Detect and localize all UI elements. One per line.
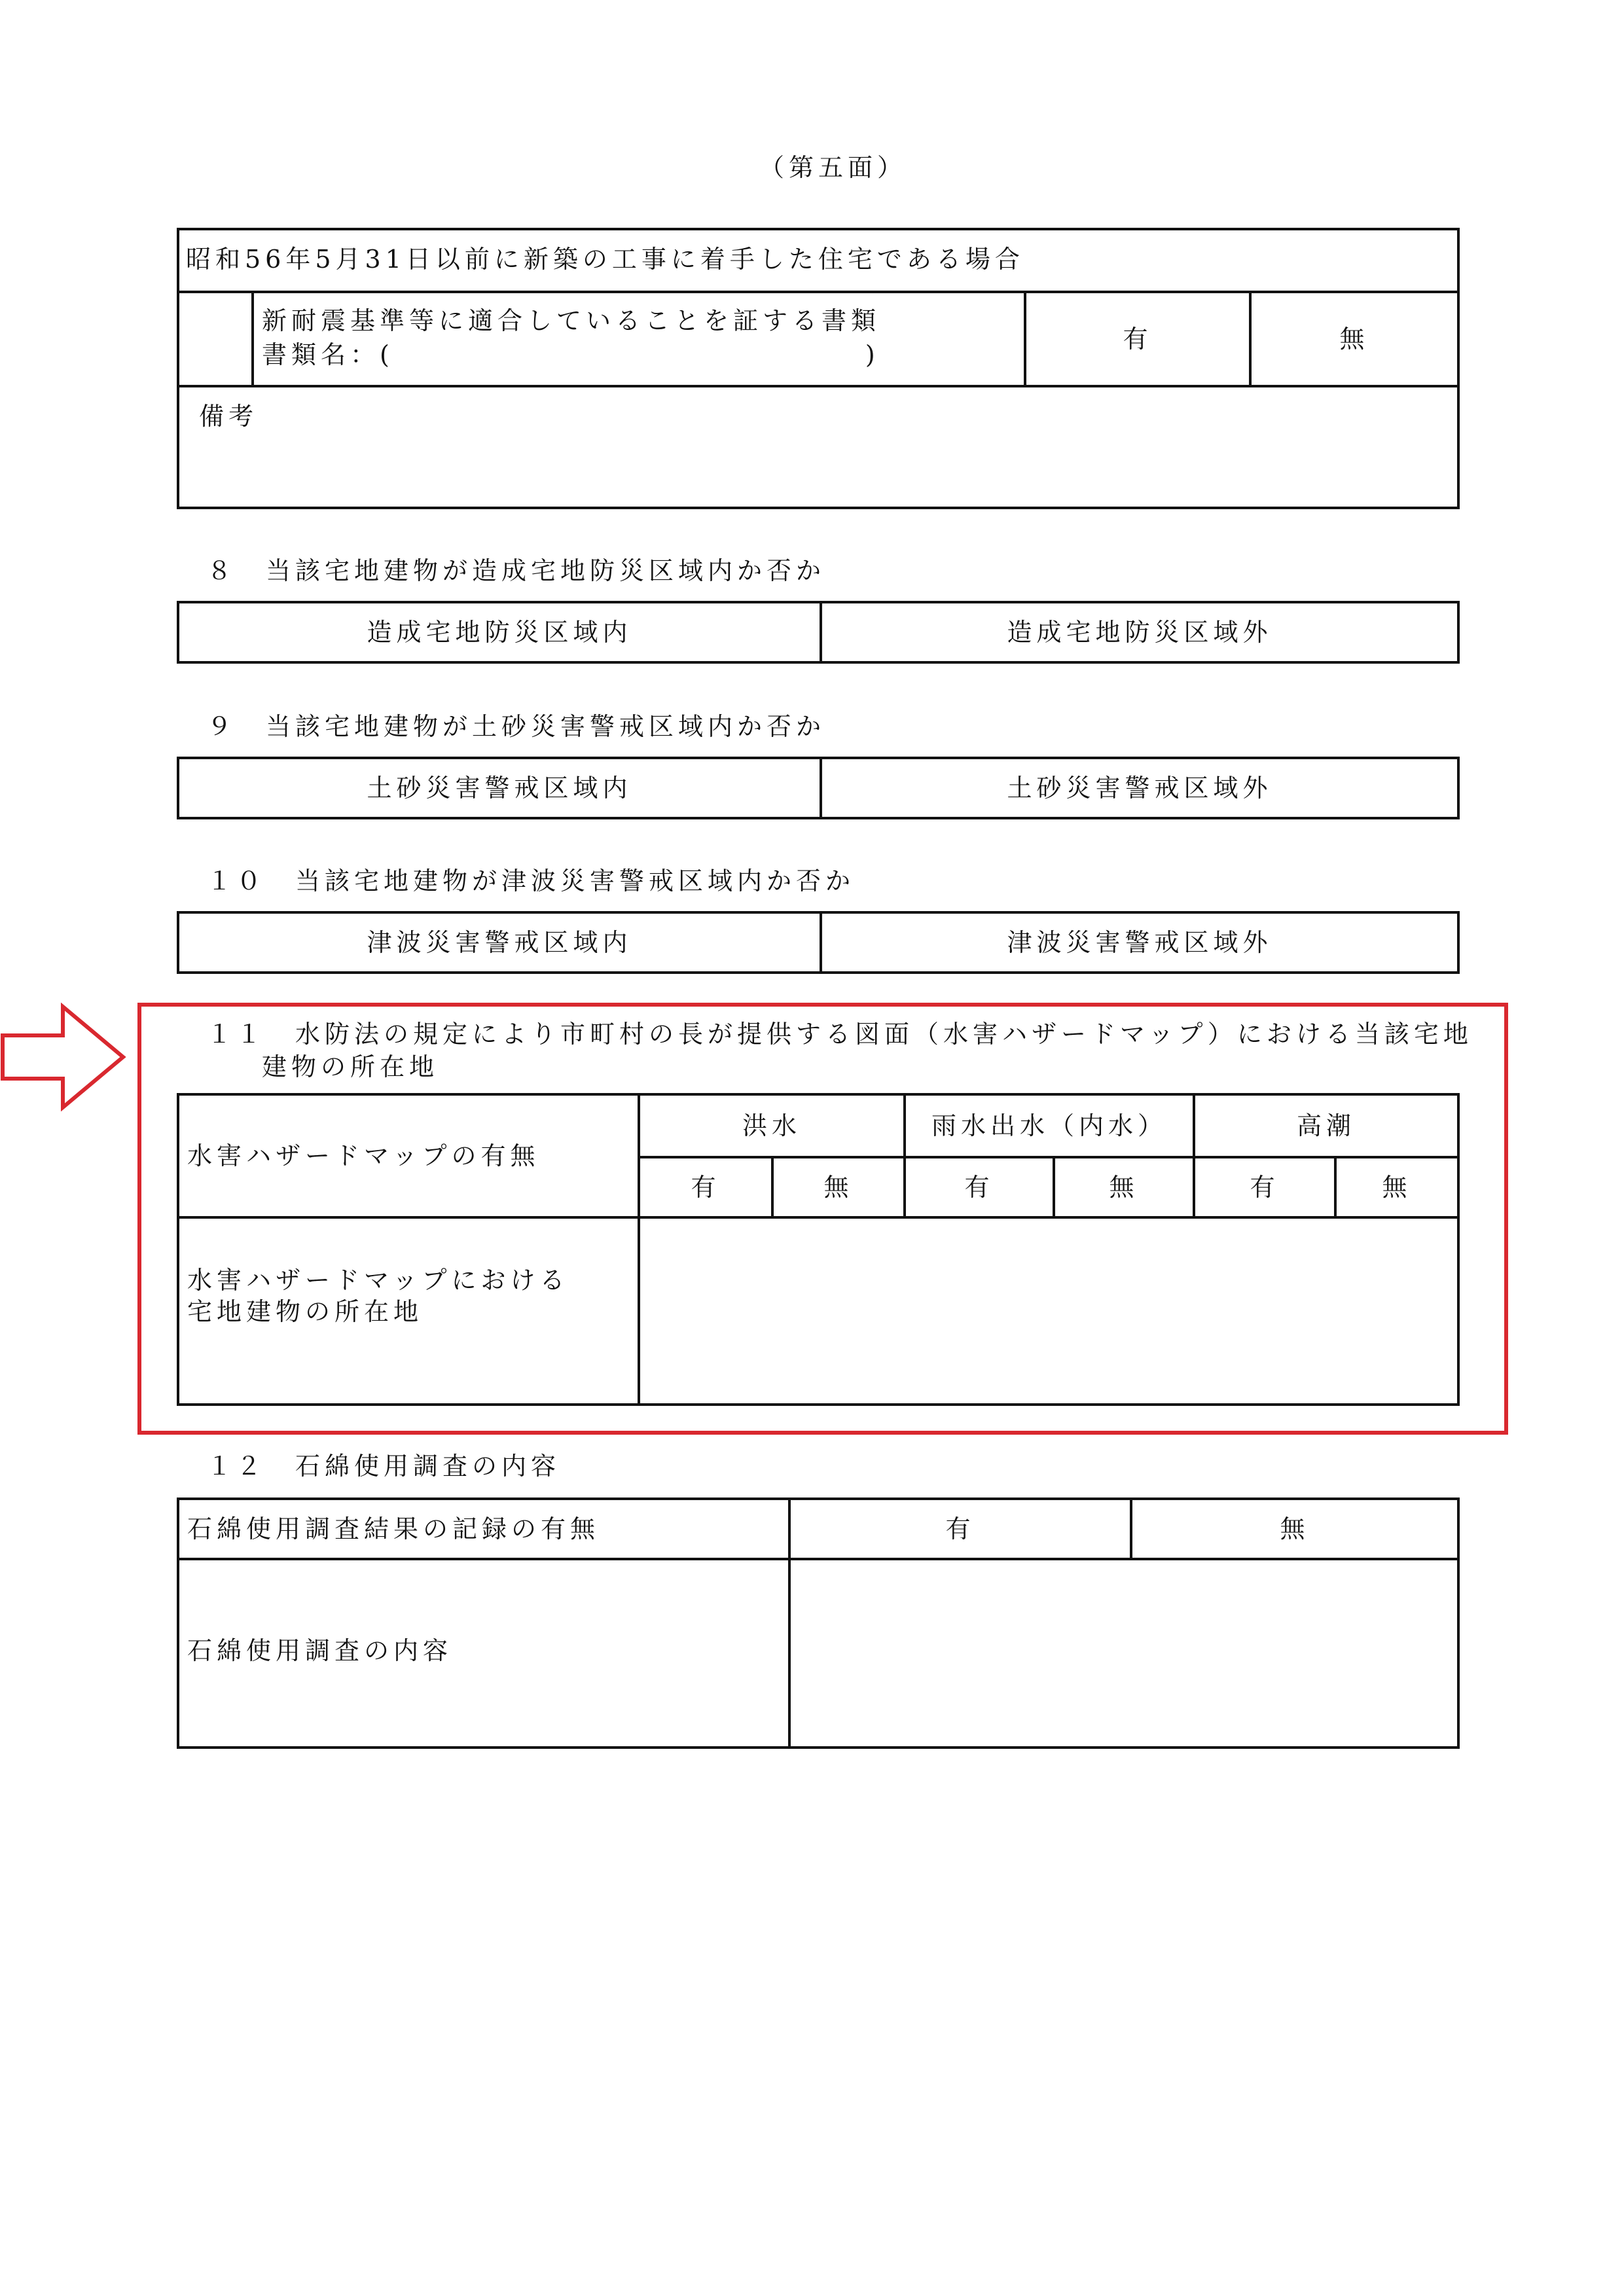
page-label: （第五面） [759, 153, 907, 182]
storm-yes: 有 [1250, 1173, 1280, 1202]
section8-inside: 造成宅地防災区域内 [367, 618, 632, 647]
inland-flood-header: 雨水出水（内水） [931, 1111, 1167, 1140]
section10-title: １０ 当該宅地建物が津波災害警戒区域内か否か [207, 867, 856, 895]
doc-yes-cell: 有 [1123, 325, 1153, 353]
flood-header: 洪水 [742, 1111, 801, 1140]
doc-no-cell: 無 [1339, 325, 1369, 353]
doc-proof-label: 新耐震基準等に適合していることを証する書類 [262, 306, 881, 335]
inland-no: 無 [1109, 1173, 1139, 1202]
asbestos-record-label: 石綿使用調査結果の記録の有無 [187, 1515, 600, 1543]
asbestos-yes: 有 [945, 1515, 975, 1543]
section8-title: ８ 当該宅地建物が造成宅地防災区域内か否か [207, 556, 826, 585]
flood-no: 無 [823, 1173, 854, 1202]
hazard-location-label-line1: 水害ハザードマップにおける [187, 1266, 569, 1295]
remarks-label: 備考 [199, 402, 259, 431]
section12-title: １２ 石綿使用調査の内容 [207, 1452, 561, 1480]
section7-header: 昭和56年5月31日以前に新築の工事に着手した住宅である場合 [186, 245, 1024, 274]
asbestos-no: 無 [1280, 1515, 1310, 1543]
section12-table [177, 1498, 1460, 1749]
section10-outside: 津波災害警戒区域外 [1007, 928, 1272, 957]
section10-inside: 津波災害警戒区域内 [367, 928, 632, 957]
section9-outside: 土砂災害警戒区域外 [1007, 774, 1272, 802]
arrow-right-icon [0, 1001, 131, 1113]
section10-table [177, 911, 1460, 974]
section9-table [177, 757, 1460, 819]
asbestos-content-label: 石綿使用調査の内容 [187, 1636, 453, 1665]
hazard-map-presence-label: 水害ハザードマップの有無 [187, 1141, 540, 1170]
section7-table [177, 228, 1460, 509]
section9-inside: 土砂災害警戒区域内 [367, 774, 632, 802]
storm-surge-header: 高潮 [1296, 1111, 1356, 1140]
section11-title-line2: 建物の所在地 [262, 1052, 439, 1081]
flood-yes: 有 [691, 1173, 721, 1202]
section11-title-line1: １１ 水防法の規定により市町村の長が提供する図面（水害ハザードマップ）における当該宅地 [207, 1020, 1473, 1049]
doc-name-field: 書類名：( ) [262, 340, 880, 369]
storm-no: 無 [1382, 1173, 1412, 1202]
inland-yes: 有 [964, 1173, 994, 1202]
section8-table [177, 601, 1460, 664]
section8-outside: 造成宅地防災区域外 [1007, 618, 1272, 647]
section9-title: ９ 当該宅地建物が土砂災害警戒区域内か否か [207, 712, 826, 741]
section11-table [177, 1093, 1460, 1406]
hazard-location-label-line2: 宅地建物の所在地 [187, 1297, 424, 1326]
